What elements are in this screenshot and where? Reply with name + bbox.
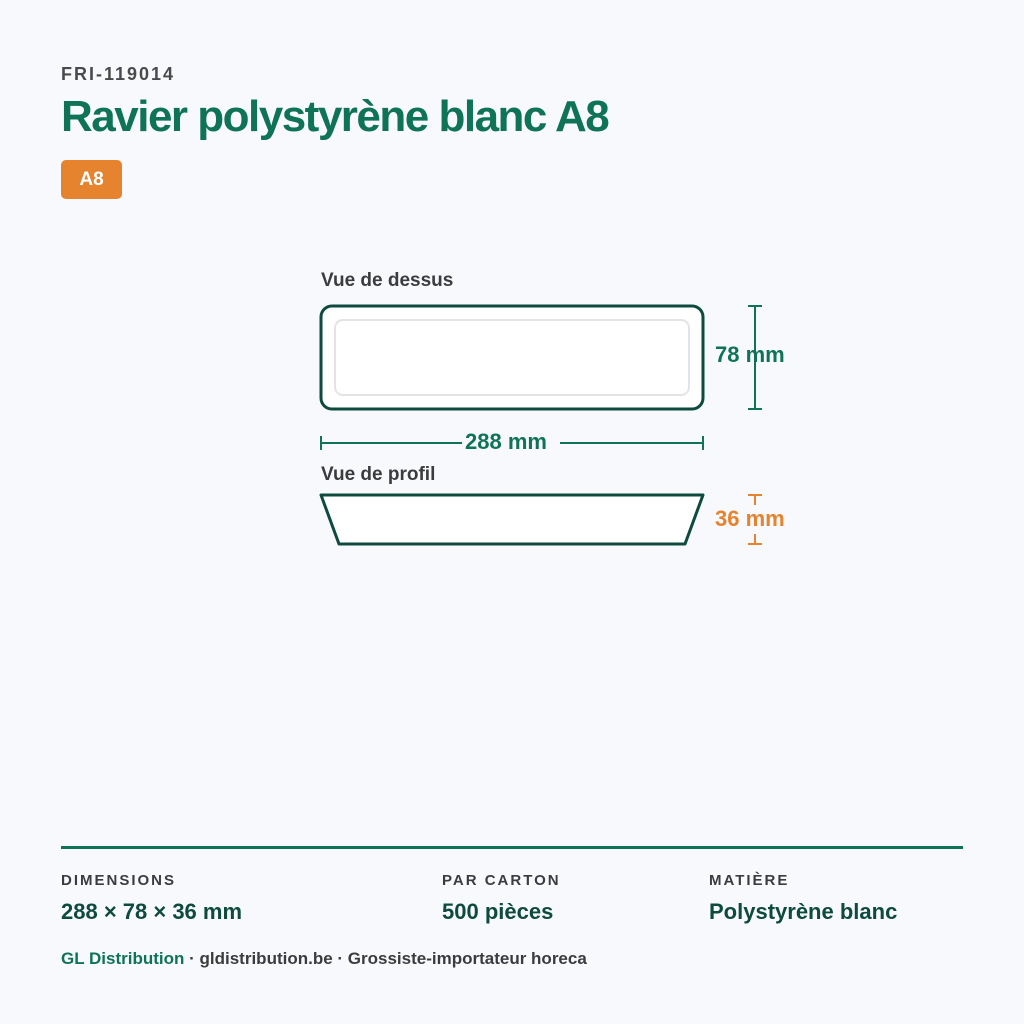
tray-inner-basin <box>335 320 689 395</box>
profile-view-tray <box>321 495 703 544</box>
top-view-label: Vue de dessus <box>321 270 454 291</box>
tagline: Grossiste-importateur horeca <box>347 949 587 968</box>
spec-material-label: MATIÈRE <box>709 872 790 889</box>
top-view-tray <box>321 306 703 409</box>
spec-material-value: Polystyrène blanc <box>709 899 898 924</box>
size-badge: A8 <box>61 160 122 199</box>
product-title: Ravier polystyrène blanc A8 <box>61 92 609 141</box>
product-sku: FRI-119014 <box>61 64 176 84</box>
height-label: 36 mm <box>715 506 785 531</box>
separator: · <box>184 949 200 968</box>
spec-dimensions-label: DIMENSIONS <box>61 872 177 889</box>
spec-carton-value: 500 pièces <box>442 899 554 924</box>
separator: · <box>332 949 348 968</box>
spec-dimensions-value: 288 × 78 × 36 mm <box>61 899 243 924</box>
website-link[interactable]: gldistribution.be <box>199 949 333 968</box>
footer-divider <box>61 846 963 849</box>
brand-name: GL Distribution <box>61 949 185 968</box>
depth-label: 78 mm <box>715 342 785 367</box>
spec-carton-label: PAR CARTON <box>442 872 561 889</box>
footer-credits <box>61 949 587 969</box>
profile-view-label: Vue de profil <box>321 464 436 485</box>
width-label: 288 mm <box>465 429 547 454</box>
